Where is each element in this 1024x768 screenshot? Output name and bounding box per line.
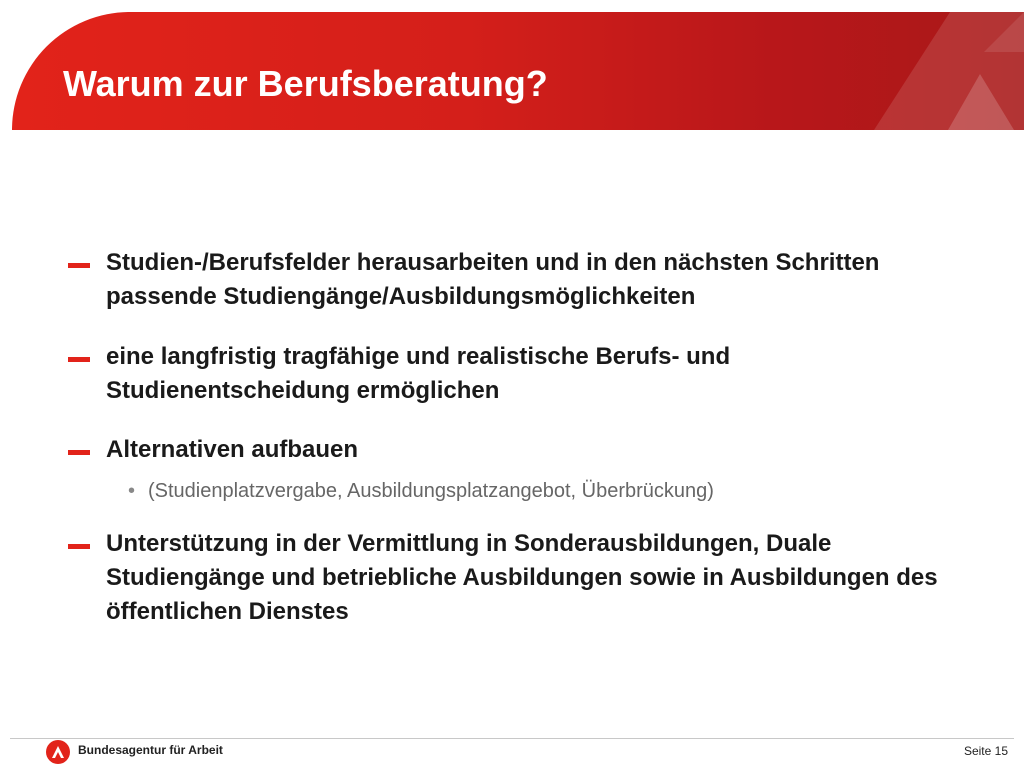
footer-divider (10, 738, 1014, 739)
bullet-item (68, 246, 968, 314)
bullet-item (68, 527, 968, 629)
bullet-text: Unterstützung in der Vermittlung in Sonderausbildungen, Duale Studiengänge und betriebliche Ausbildungen sowie in Ausbildungen des öffentlichen Dienstes (106, 530, 938, 625)
bullet-dash-icon (68, 357, 90, 362)
bullet-text: Studien-/Berufsfelder herausarbeiten und in den nächsten Schritten passende Studiengänge/Ausbildungsmöglichkeiten (106, 249, 880, 310)
bullet-dash-icon (68, 544, 90, 549)
sub-bullet-text: (Studienplatzvergabe, Ausbildungsplatzangebot, Überbrückung) (148, 480, 714, 502)
organization-name: Bundesagentur für Arbeit (78, 743, 223, 757)
agency-logo-icon (46, 740, 70, 764)
bullet-dash-icon (68, 450, 90, 455)
bullet-text: eine langfristig tragfähige und realistische Berufs- und Studienentscheidung ermöglichen (106, 343, 731, 404)
sub-bullet-item (128, 478, 714, 504)
bullet-item (68, 340, 968, 408)
page-number: Seite 15 (963, 744, 1008, 758)
bullet-item (68, 433, 968, 467)
sub-bullet-dot-icon: • (128, 480, 136, 502)
bullet-text: Alternativen aufbauen (106, 436, 359, 463)
bullet-dash-icon (68, 263, 90, 268)
slide-title: Warum zur Berufsberatung? (63, 63, 548, 104)
